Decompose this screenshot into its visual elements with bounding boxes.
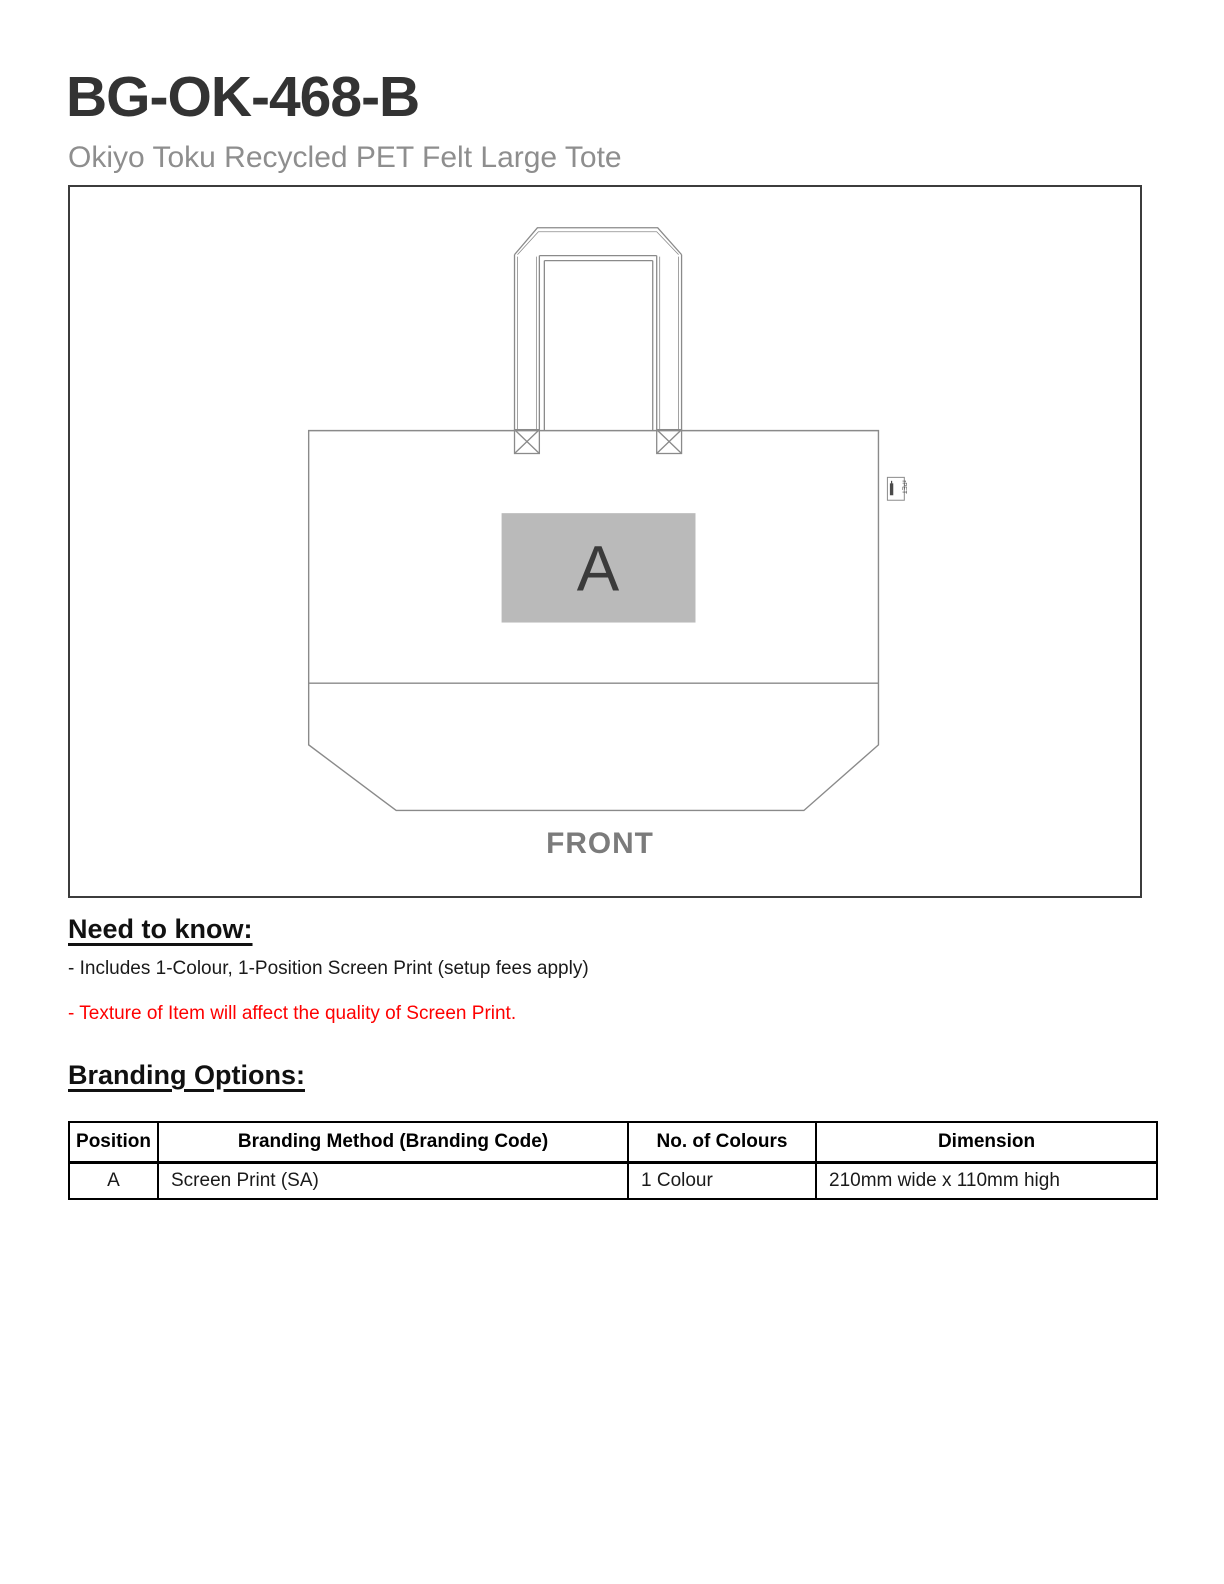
page-title: BG-OK-468-B: [66, 65, 420, 129]
note-texture-warning: - Texture of Item will affect the quality of Screen Print.: [68, 1003, 517, 1024]
header-dimension: Dimension: [816, 1122, 1157, 1162]
table-header-row: [69, 1122, 1157, 1162]
bag-diagram: [70, 187, 1140, 896]
cell-branding-method: Screen Print (SA): [158, 1162, 628, 1199]
diagram-panel: [68, 185, 1142, 898]
front-view-label: FRONT: [546, 827, 654, 861]
branding-options-heading: Branding Options:: [68, 1060, 305, 1090]
rpet-tag-label: rPET: [900, 480, 907, 494]
cell-dimension: 210mm wide x 110mm high: [816, 1162, 1157, 1199]
need-to-know-heading: Need to know:: [68, 914, 253, 944]
header-no-of-colours: No. of Colours: [628, 1122, 816, 1162]
cell-no-of-colours: 1 Colour: [628, 1162, 816, 1199]
branding-area-letter: A: [576, 533, 620, 605]
product-subtitle: Okiyo Toku Recycled PET Felt Large Tote: [68, 141, 622, 174]
rpet-tag: [887, 477, 906, 500]
table-row: [69, 1162, 1157, 1199]
note-included-print: - Includes 1-Colour, 1-Position Screen Print (setup fees apply): [68, 958, 589, 979]
bag-handle: [515, 228, 682, 454]
branding-options-table: [68, 1121, 1158, 1200]
cell-position: A: [69, 1162, 158, 1199]
header-branding-method: Branding Method (Branding Code): [158, 1122, 628, 1162]
header-position: Position: [69, 1122, 158, 1162]
